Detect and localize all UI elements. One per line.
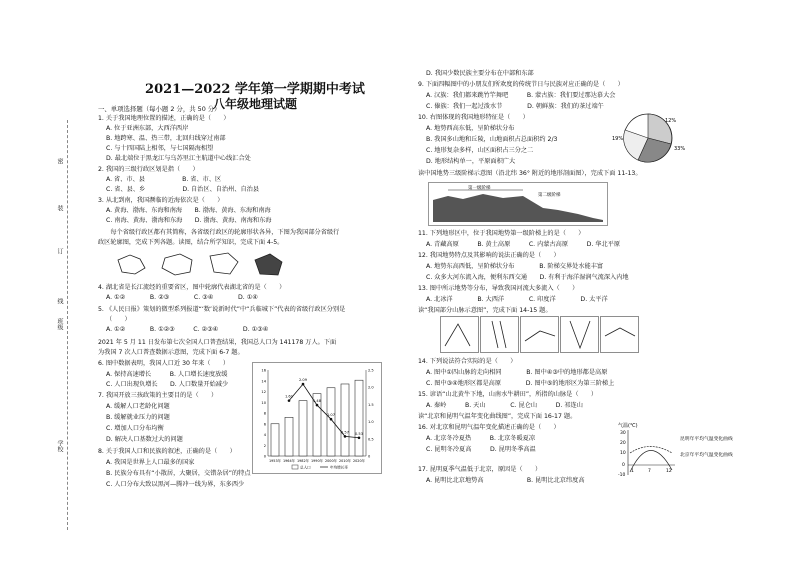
option: A. 汉族：我们都来跳竹竿舞吧 B. 蒙古族：我们要过那达慕大会	[426, 92, 616, 99]
binding-line	[67, 120, 68, 530]
bar	[271, 424, 279, 456]
x-tick-label: 1990年	[310, 459, 324, 463]
intro-text: 政区轮廓图，完成下列各题。读图，结合所学知识，完成下面 4-5。	[98, 239, 284, 246]
option: A. 北冰洋 B. 大西洋 C. 印度洋 D. 太平洋	[426, 296, 608, 303]
y-tick-label: 0	[263, 454, 266, 459]
y2-tick-label: 0	[368, 454, 371, 459]
bar	[341, 384, 349, 456]
question-5: 5. 《人民日报》策划的微型系列报道“‘数’说新时代”中“兵临城下”代表的省级行政区分别是	[98, 306, 346, 313]
option: A. 地势东高西低，呈阶梯状分布 B. 阶梯交界处水能丰富	[426, 263, 604, 270]
option: C. 省、县、乡 D. 自治区、自治州、自治县	[106, 186, 260, 193]
bar	[355, 380, 363, 456]
option: C. 众多大河东流入海，便利东西交通 D. 有利于海洋湿润气流深入内地	[426, 274, 629, 281]
profile-label: 第一级阶梯	[468, 186, 491, 191]
option: A. 昆明比北京地势高 B. 昆明比北京纬度高	[426, 477, 585, 484]
option: C. 南海、黄海、渤海和东海 D. 渤海、黄海、南海和东海	[106, 217, 272, 224]
margin-mark: 线	[56, 298, 63, 304]
point-label: 1.61	[284, 394, 294, 399]
question-11: 11. 下列地形区中，位于我国地势第一级阶梯上的是（ ）	[418, 230, 585, 237]
growth-point	[330, 418, 333, 421]
bar	[327, 388, 335, 456]
margin-school-label: 学校	[56, 440, 63, 452]
option: C. 人口分布大致以黑河—腾冲一线为界，东多西少	[106, 481, 245, 488]
tick: 20	[620, 441, 626, 446]
tick: 7	[648, 469, 651, 474]
growth-point	[344, 435, 347, 438]
bar	[285, 417, 293, 456]
option: A. 北京冬冷夏热 B. 北京冬暖夏凉	[426, 435, 536, 442]
option: D. 解决人口基数过大的问题	[106, 436, 183, 443]
pie-label: 19%	[612, 136, 624, 142]
terrain-pie-figure	[610, 110, 690, 170]
margin-class-label: 班级	[56, 318, 63, 330]
option: A. ①② B. ①②③ C. ②③④ D. ①③④	[106, 326, 269, 333]
point-label: 1.48	[312, 399, 322, 404]
option: A. 秦岭 B. 天山 C. 昆仑山 D. 祁连山	[426, 402, 583, 409]
option: A. ①② B. ②③ C. ③④ D. ①④	[106, 294, 258, 301]
option: B. 我国多山地和丘陵，山地面积占总面积约 2/3	[426, 136, 558, 143]
growth-point	[288, 399, 291, 402]
option: C. 与十四国陆上相邻，与七国隔海相望	[106, 145, 214, 152]
option: A. 黄海、渤海、东海和南海 B. 渤海、黄海、东海和南海	[106, 207, 271, 214]
intro-text: 读中国地势三级阶梯示意图（沿北纬 36° 附近的地形剖面图），完成下面 11-13。	[418, 170, 642, 177]
option: A. 位于亚洲东部，大西洋西岸	[106, 125, 189, 132]
x-tick-label: 2010年	[338, 459, 352, 463]
question-6: 6. 图中数据表明，我国人口近 30 年来（ ）	[98, 360, 230, 367]
question-3: 3. 从北到南，我国濒临的近海依次是（ ）	[98, 197, 224, 204]
margin-mark: 订	[56, 248, 63, 254]
growth-point	[358, 436, 361, 439]
census-chart	[252, 362, 382, 474]
option: A. 省、市、县 B. 省、市、区	[106, 176, 222, 183]
question-4: 4. 湖北省是长江流经的重要省区，图中轮廓代表湖北省的是（ ）	[98, 284, 286, 291]
question-15: 15. 谚语“山北黄牛下地，山南水牛耕田”，所指的山脉是（ ）	[418, 391, 598, 398]
tick: 12	[666, 469, 672, 474]
tick: 1	[631, 469, 634, 474]
temperature-figure	[600, 420, 780, 480]
y2-tick-label: 1.0	[368, 420, 374, 425]
intro-text: 每个省级行政区都有其简称，各省级行政区的轮廓形状各异，下图为我国部分省级行	[98, 229, 340, 236]
y-tick-label: 2	[263, 443, 266, 448]
y2-tick-label: 2.5	[368, 368, 374, 373]
legend: 昆明年平均气温变化曲线	[680, 437, 733, 442]
legend-label: 总人口	[300, 465, 311, 470]
temp-ylabel: 气温(℃)	[618, 423, 638, 429]
intro-text: 读“北京和昆明气温年变化曲线图”，完成下面 16-17 题。	[418, 413, 577, 420]
tick: 10	[620, 451, 626, 456]
tick: 0	[622, 463, 625, 468]
growth-point	[316, 404, 319, 407]
question-9: 9. 下面四幅图中的小朋友们所欢度的传统节日与民族对应正确的是（ ）	[418, 81, 624, 88]
question-16: 16. 对北京和昆明气温年变化描述正确的是（ ）	[418, 424, 560, 431]
option: C. 人口出现负增长 D. 人口数量开始减少	[106, 381, 229, 388]
option: B. 地跨寒、温、热三带，北回归线穿过南部	[106, 135, 226, 142]
section-heading: 一、单项选择题（每小题 2 分，共 50 分）	[98, 105, 221, 113]
option: C. 昆明冬冷夏高 D. 昆明冬季高温	[426, 446, 536, 453]
question-10: 10. 右图体现的我国地形特征是（ ）	[418, 114, 529, 121]
x-tick-label: 1953年	[268, 459, 282, 463]
option: C. 图中③④地形区都是高原 D. 图中⑤的地形区为第三阶梯上	[426, 380, 615, 387]
question-17: 17. 昆明夏季气温低于北京，原因是（ ）	[418, 466, 542, 473]
question-13: 13. 图中所示地势等分布，导致我国河流大多流入（ ）	[418, 285, 579, 292]
option: D. 地形结构单一，平原面积广大	[426, 158, 516, 165]
exam-subtitle: 八年级地理试题	[212, 97, 297, 111]
y2-tick-label: 1.5	[368, 402, 374, 407]
intro-text: 2021 年 5 月 11 日发布第七次全国人口普查结果，我国总人口为 141178 万人。下面	[98, 339, 337, 346]
x-tick-label: 2020年	[352, 459, 366, 463]
y2-tick-label: 0.5	[368, 437, 374, 442]
option: C. 地形复杂多样，山区面积占三分之二	[426, 147, 534, 154]
bar	[299, 401, 307, 456]
pie-label: 33%	[674, 146, 686, 152]
option: A. 图中①四山脉的走向相同 B. 图中④③中的地形都是高原	[426, 369, 608, 376]
pie-label: 12%	[665, 118, 677, 124]
legend-label: 年均增长率	[330, 465, 348, 470]
point-label: 0.57	[340, 430, 350, 435]
question-8: 8. 关于我国人口和民族的叙述，正确的是（ ）	[98, 448, 236, 455]
y-tick-label: 6	[263, 422, 266, 427]
point-label: 1.07	[326, 413, 336, 418]
intro-text: 为我国 7 次人口普查数据示意图，完成下面 6-7 题。	[98, 349, 244, 356]
question-5-cont: （ ）	[106, 316, 131, 323]
profile-label: 第二级阶梯	[538, 193, 561, 198]
option: C. 傣族：我们一起过泼水节 D. 朝鲜族：我们的茶过端午	[426, 103, 604, 110]
option: A. 保持高速增长 B. 人口增长速度放缓	[106, 371, 228, 378]
y-tick-label: 12	[261, 390, 266, 394]
option: A. 青藏高原 B. 黄土高原 C. 内蒙古高原 D. 华北平原	[426, 241, 621, 248]
legend-swatch	[292, 465, 298, 469]
option: B. 民族分布具有“小散居，大聚居，交错杂居”的特点	[106, 470, 251, 477]
option: A. 缓解人口老龄化问题	[106, 403, 170, 410]
option: A. 地势西高东低，呈阶梯状分布	[426, 125, 515, 132]
option: B. 缓解就业压力的问题	[106, 414, 170, 421]
question-7: 7. 我国开放三孩政策的主要目的是（ ）	[98, 392, 218, 399]
question-14: 14. 下列说法符合实际的是（ ）	[418, 358, 517, 365]
terrain-profile-figure	[428, 182, 608, 226]
option: D. 我国少数民族主要分布在中部和东部	[426, 70, 534, 77]
tick: 30	[620, 431, 626, 436]
option: D. 最北端位于黑龙江与乌苏里江主航道中心线汇合处	[106, 155, 251, 162]
x-tick-label: 1982年	[296, 459, 310, 463]
option: C. 增加人口分布均衡	[106, 425, 164, 432]
point-label: 0.53	[354, 431, 364, 436]
point-label: 2.09	[298, 378, 308, 383]
margin-mark: 装	[56, 205, 63, 211]
mountains-figure	[440, 316, 640, 354]
margin-mark: 密	[56, 158, 63, 164]
y-tick-label: 8	[263, 411, 266, 416]
question-2: 2. 我国的三级行政区划是指（ ）	[98, 166, 199, 173]
tick: -10	[618, 473, 626, 478]
y-tick-label: 16	[261, 368, 266, 373]
question-1: 1. 关于我国地理位置的描述，正确的是（ ）	[98, 115, 230, 122]
legend: 北京年平均气温变化曲线	[680, 453, 733, 458]
y-tick-label: 14	[261, 379, 266, 384]
growth-point	[302, 383, 305, 386]
x-tick-label: 1964年	[282, 459, 296, 463]
intro-text: 读“我国部分山脉示意图”，完成下面 14-15 题。	[418, 307, 552, 314]
x-tick-label: 2000年	[324, 459, 338, 463]
y-tick-label: 10	[261, 400, 266, 405]
y-tick-label: 4	[263, 433, 266, 437]
province-outlines-figure	[110, 250, 290, 280]
question-12: 12. 我国地势特点及其影响的说法正确的是（ ）	[418, 252, 560, 259]
option: A. 我国是世界上人口最多的国家	[106, 459, 195, 466]
exam-title: 2021—2022 学年第一学期期中考试	[145, 82, 365, 97]
y2-tick-label: 2.0	[368, 385, 374, 390]
